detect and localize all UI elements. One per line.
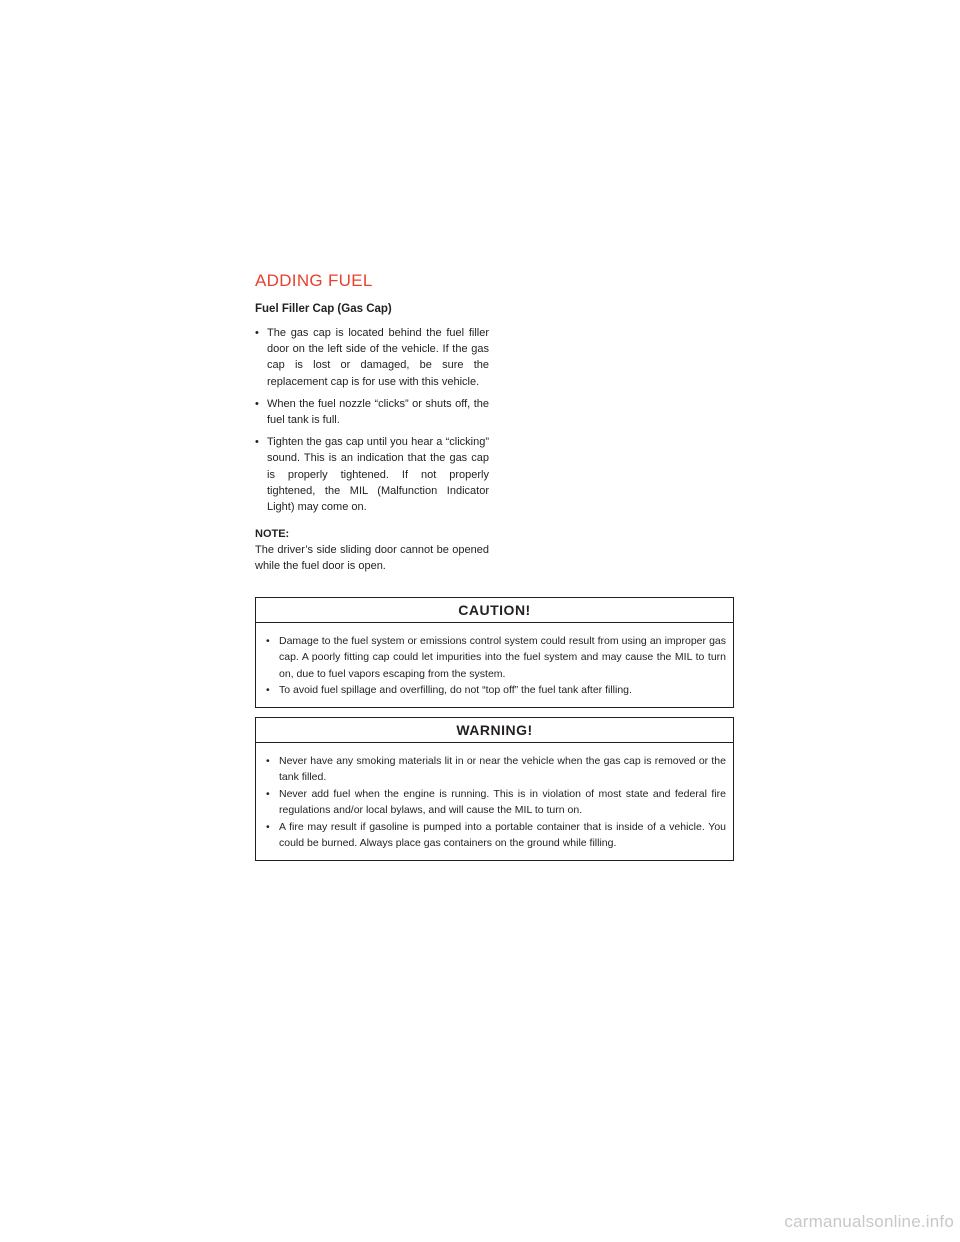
note-text: The driver’s side sliding door cannot be opened while the fuel door is open. <box>255 544 489 573</box>
caution-list <box>266 633 726 699</box>
warning-body <box>256 743 733 851</box>
list-item-text: Never add fuel when the engine is running. This is in violation of most state and federal fire regulations and/or local bylaws, and will cause the MIL to turn on. <box>279 787 726 817</box>
bullet-icon: • <box>266 787 270 800</box>
list-item <box>255 396 489 428</box>
list-item-text: A fire may result if gasoline is pumped into a portable container that is inside of a vehicle. You could be burned. Always place gas containers on the ground while filling. <box>279 820 726 850</box>
bullet-icon: • <box>266 635 270 647</box>
caution-body <box>256 623 733 699</box>
fuel-filler-cap-subheading: Fuel Filler Cap (Gas Cap) <box>255 303 392 315</box>
list-item <box>266 633 726 682</box>
watermark: carmanualsonline.info <box>784 1212 954 1231</box>
list-item-text: Tighten the gas cap until you hear a “clicking” sound. This is an indication that the gas cap is properly tightened. If not properly tightened, the MIL (Malfunction Indicator Light) may come on. <box>267 436 489 514</box>
fuel-cap-bullet-list <box>255 325 489 515</box>
caution-title: CAUTION! <box>256 598 733 623</box>
list-item <box>255 325 489 390</box>
list-item-text: The gas cap is located behind the fuel filler door on the left side of the vehicle. If the gas cap is lost or damaged, be sure the replacement cap is for use with this vehicle. <box>267 327 489 388</box>
list-item <box>266 753 726 786</box>
bullet-icon: • <box>255 436 259 449</box>
list-item <box>266 819 726 852</box>
bullet-icon: • <box>266 684 270 697</box>
adding-fuel-section <box>255 270 489 575</box>
warning-box <box>255 717 734 861</box>
caution-box <box>255 597 734 708</box>
list-item <box>266 682 726 698</box>
bullet-icon: • <box>266 755 270 767</box>
warning-list <box>266 753 726 851</box>
list-item-text: To avoid fuel spillage and overfilling, do not “top off” the fuel tank after filling. <box>279 684 632 697</box>
list-item-text: Damage to the fuel system or emissions control system could result from using an improper gas cap. A poorly fitting cap could let impurities into the fuel system and may cause the MIL to turn on, due to fuel vapors escaping from the system. <box>279 635 726 680</box>
list-item <box>266 786 726 819</box>
bullet-icon: • <box>266 820 270 833</box>
bullet-icon: • <box>255 397 259 410</box>
list-item <box>255 434 489 515</box>
bullet-icon: • <box>255 327 259 339</box>
note-label: NOTE: <box>255 528 290 541</box>
list-item-text: Never have any smoking materials lit in or near the vehicle when the gas cap is removed or the tank filled. <box>279 755 726 784</box>
warning-title: WARNING! <box>256 718 733 743</box>
section-heading: ADDING FUEL <box>255 271 373 290</box>
list-item-text: When the fuel nozzle “clicks” or shuts off, the fuel tank is full. <box>267 397 489 427</box>
